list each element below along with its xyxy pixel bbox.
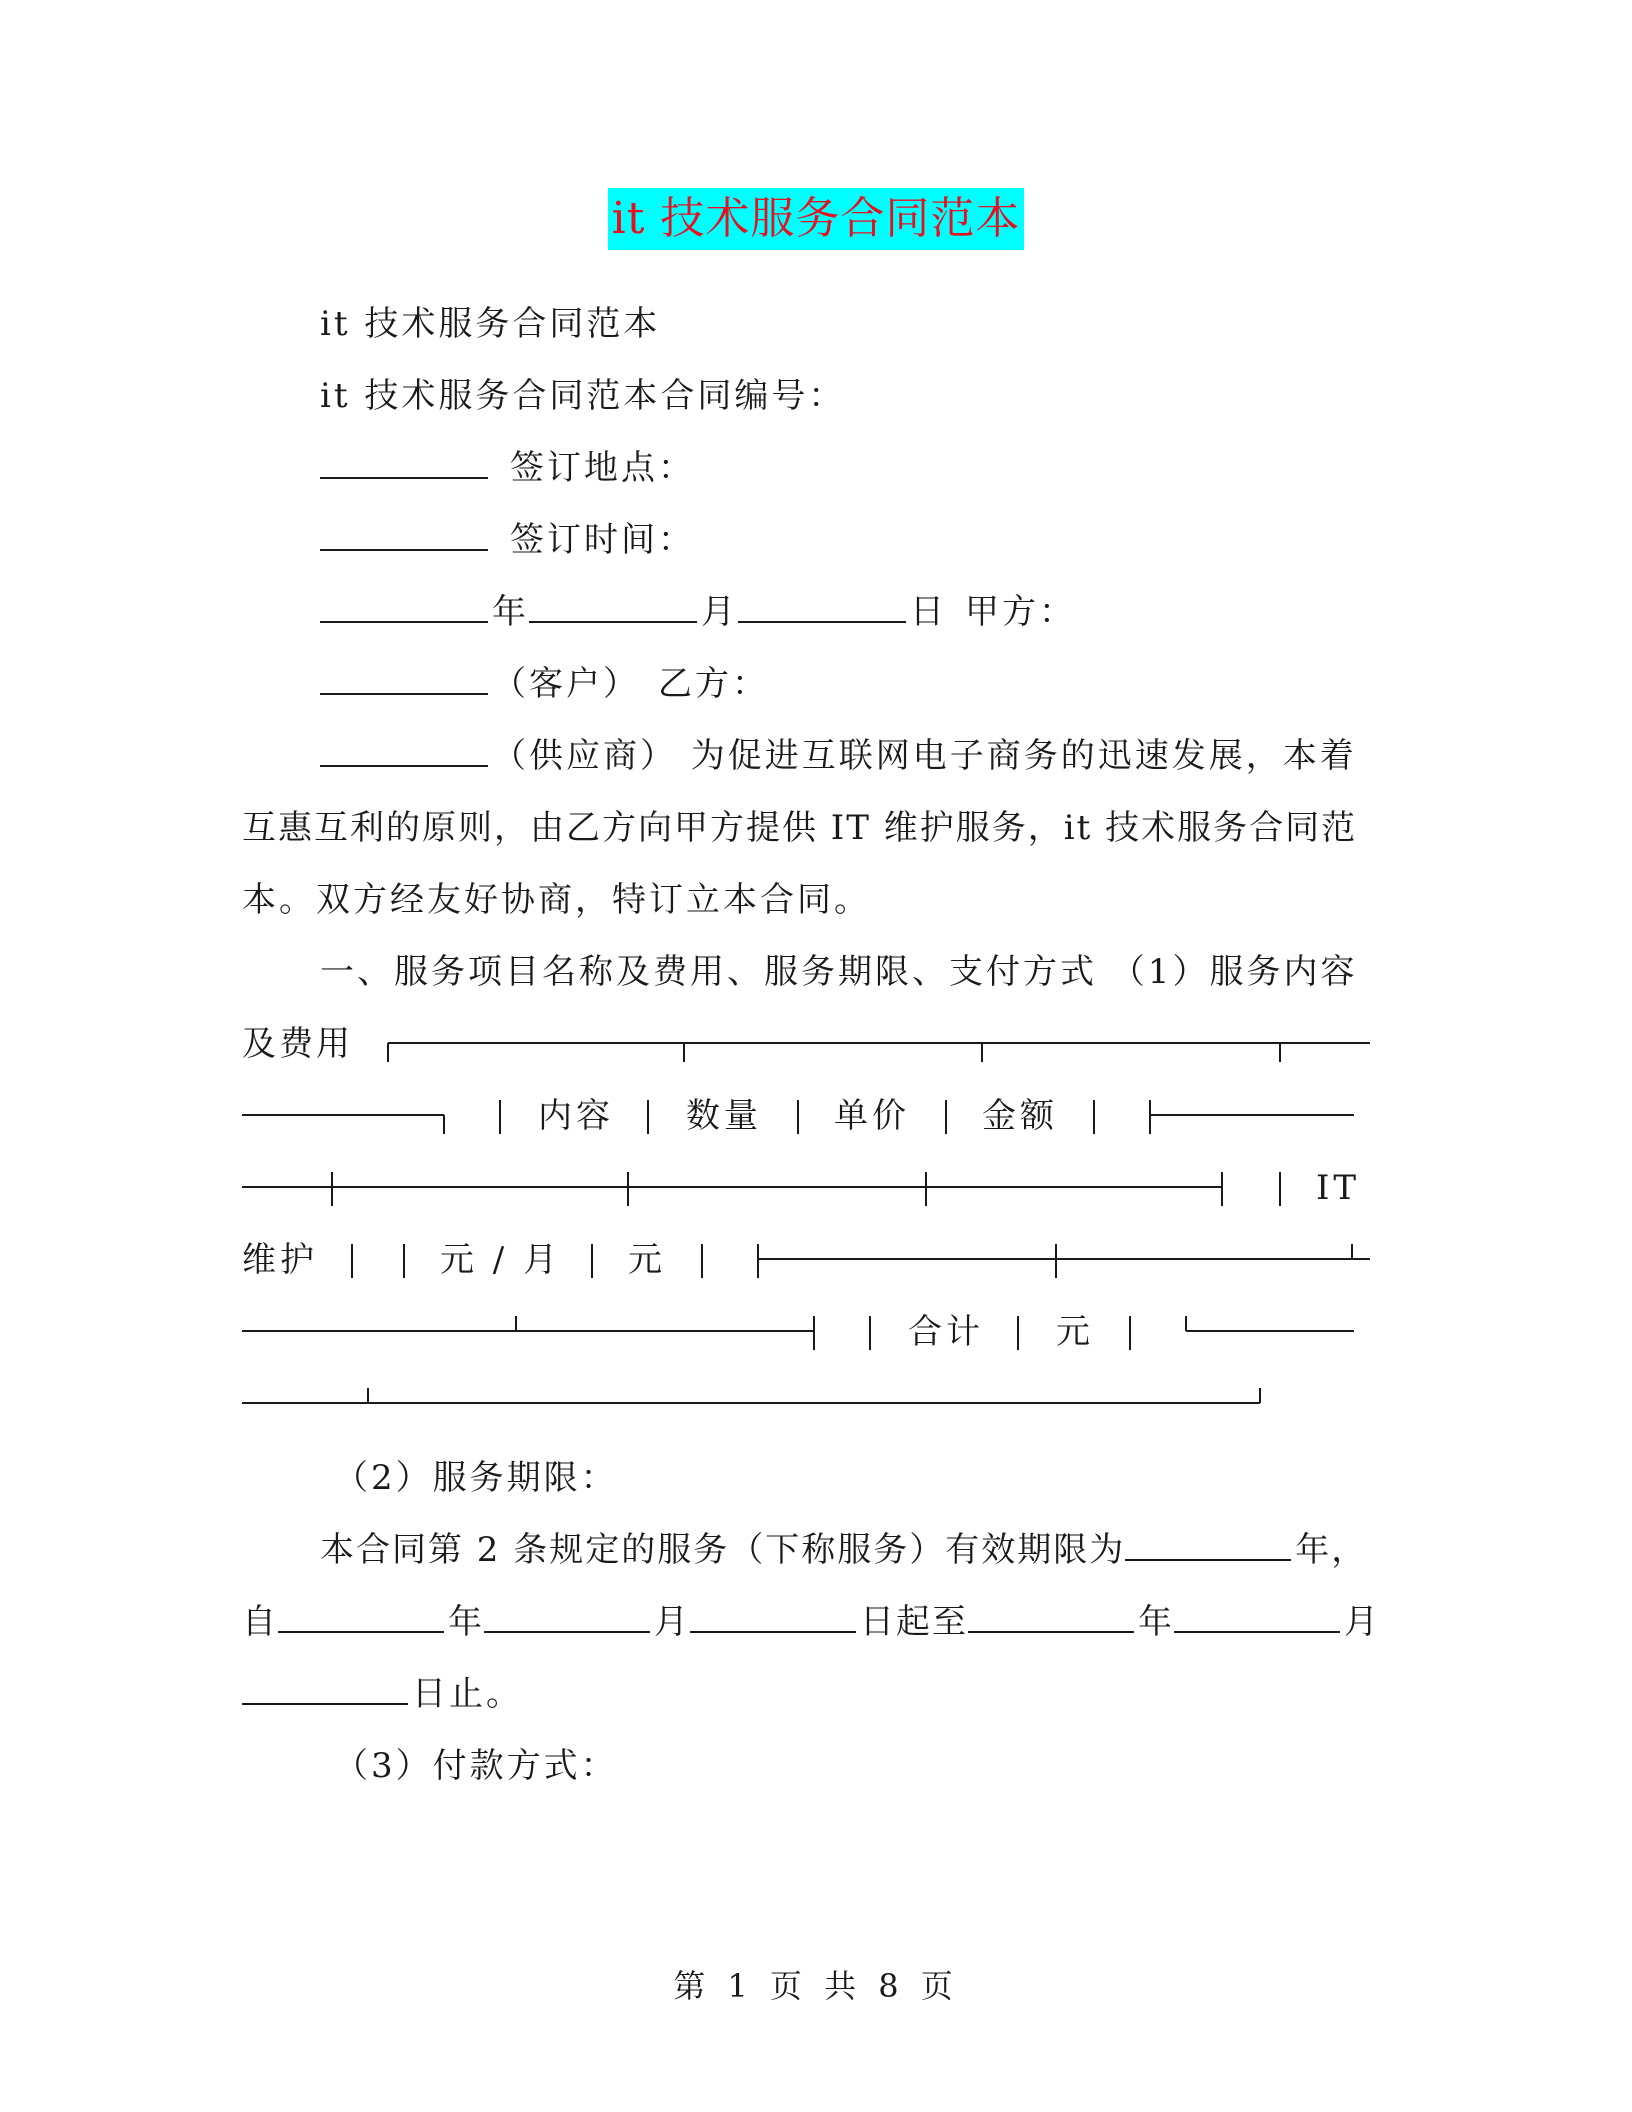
total-label: 合计: [908, 1312, 984, 1352]
unit-yuan: 元: [628, 1240, 666, 1280]
unit-per-month: 元 / 月: [440, 1240, 562, 1280]
term-text-1: 本合同第 2 条规定的服务（下称服务）有效期限为: [320, 1530, 1126, 1570]
end-year-blank[interactable]: [968, 1601, 1134, 1633]
term-heading: （2）服务期限：: [334, 1458, 618, 1498]
end-month-label: 月: [1344, 1602, 1380, 1642]
term-text-1-end: 年，: [1295, 1530, 1368, 1570]
month-label: 月: [701, 592, 738, 632]
term-line-2: [242, 1600, 1380, 1644]
party-a-label: 甲方：: [965, 592, 1076, 632]
document-title: it 技术服务合同范本: [608, 188, 1025, 250]
day-label: 日: [910, 592, 947, 632]
start-month-label: 月: [654, 1602, 690, 1642]
end-day-blank[interactable]: [242, 1673, 408, 1705]
end-month-blank[interactable]: [1174, 1601, 1340, 1633]
table-header-unit-price: 单价: [834, 1096, 910, 1136]
supplier-text: （供应商） 为促进互联网电子商务的迅速发展，本着: [492, 736, 1357, 776]
term-line-1: [320, 1528, 1367, 1572]
body-line-8: 互惠互利的原则，由乙方向甲方提供 IT 维护服务，it 技术服务合同范: [242, 808, 1358, 848]
client-label: （客户）: [492, 664, 640, 704]
term-line-3: [242, 1672, 523, 1716]
table-header-amount: 金额: [982, 1096, 1058, 1136]
start-month-blank[interactable]: [484, 1601, 650, 1633]
page-footer: 第 1 页 共 8 页: [673, 1967, 959, 2005]
term-end-label: 日止。: [412, 1674, 523, 1714]
section-1-heading: 一、服务项目名称及费用、服务期限、支付方式 （1）服务内容: [320, 952, 1358, 992]
table-header-content: 内容: [538, 1096, 614, 1136]
contract-number-line: it 技术服务合同范本合同编号：: [320, 376, 846, 416]
start-year-blank[interactable]: [278, 1601, 444, 1633]
start-day-blank[interactable]: [690, 1601, 856, 1633]
intro-line-1: it 技术服务合同范本: [320, 304, 661, 344]
body-line-9: 本。双方经友好协商，特订立本合同。: [242, 880, 871, 920]
table-header-quantity: 数量: [686, 1096, 762, 1136]
term-from-label: 自: [242, 1602, 278, 1642]
party-b-label: 乙方：: [658, 664, 769, 704]
signing-place-label: 签订地点：: [510, 448, 695, 488]
term-years-blank[interactable]: [1125, 1529, 1291, 1561]
total-unit: 元: [1056, 1312, 1094, 1352]
it-label-part-2: 维护: [242, 1240, 318, 1280]
start-year-label: 年: [448, 1602, 484, 1642]
section-1-continued: 及费用: [242, 1024, 353, 1064]
end-year-label: 年: [1138, 1602, 1174, 1642]
it-label-part-1: IT: [1316, 1168, 1361, 1208]
start-day-label: 日起至: [860, 1602, 968, 1642]
year-label: 年: [492, 592, 529, 632]
signing-time-label: 签订时间：: [510, 520, 695, 560]
payment-heading: （3）付款方式：: [334, 1746, 618, 1786]
